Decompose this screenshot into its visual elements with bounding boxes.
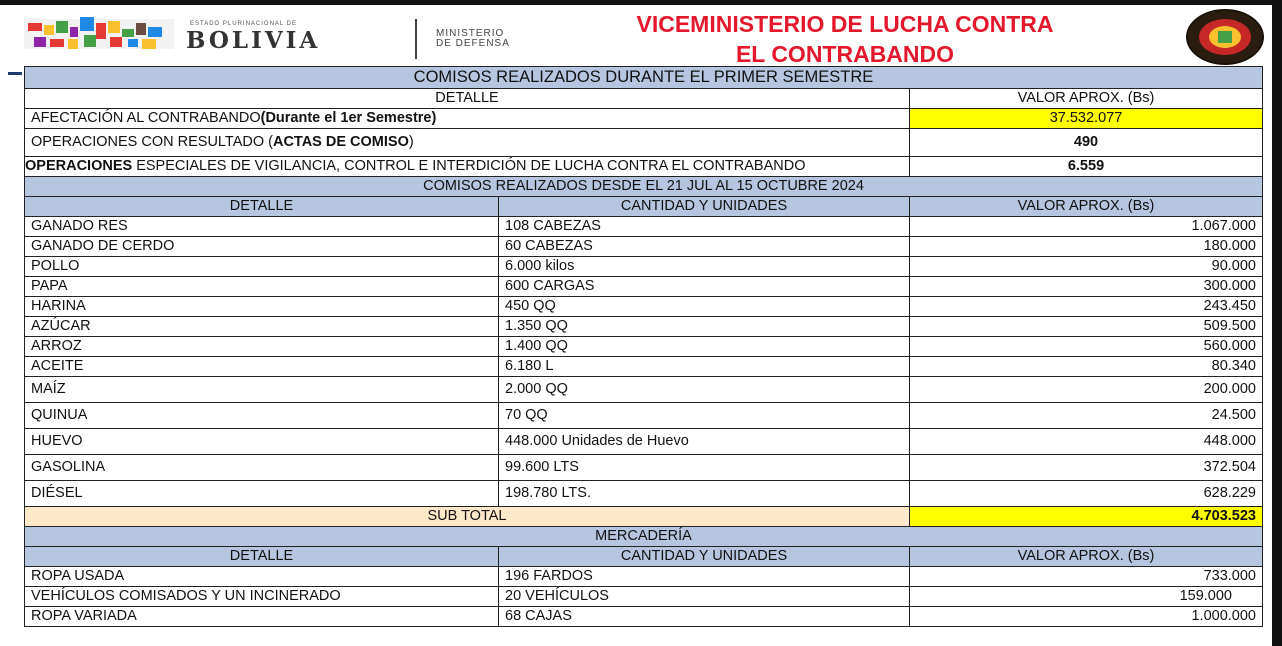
table-row [25, 429, 1263, 455]
row-value: 490 [910, 129, 1263, 157]
item-cell: ROPA VARIADA [25, 607, 499, 627]
table-row [25, 237, 1263, 257]
table-row [25, 277, 1263, 297]
table-row [25, 129, 1263, 157]
table-row [25, 377, 1263, 403]
table-row [25, 567, 1263, 587]
seizures-table [24, 66, 1263, 627]
title-line-1: VICEMINISTERIO DE LUCHA CONTRA [636, 11, 1054, 37]
table-header-row [25, 89, 1263, 109]
state-line: ESTADO PLURINACIONAL DE [190, 21, 298, 27]
value-cell: 200.000 [910, 377, 1263, 403]
period-title: COMISOS REALIZADOS DESDE EL 21 JUL AL 15 OCTUBRE 2024 [25, 177, 1263, 197]
title-line-2: EL CONTRABANDO [735, 41, 955, 67]
col-detail-header: DETALLE [25, 89, 910, 109]
qty-cell: 196 FARDOS [499, 567, 910, 587]
value-cell: 180.000 [910, 237, 1263, 257]
item-cell: ROPA USADA [25, 567, 499, 587]
col-detail-header: DETALLE [25, 547, 499, 567]
qty-cell: 2.000 QQ [499, 377, 910, 403]
table-row [25, 157, 1263, 177]
document-header [0, 5, 1272, 65]
value-cell: 509.500 [910, 317, 1263, 337]
subtotal-label: SUB TOTAL [25, 507, 910, 527]
item-cell: DIÉSEL [25, 481, 499, 507]
bolivia-flag-logo [24, 9, 174, 61]
col-qty-header: CANTIDAD Y UNIDADES [499, 547, 910, 567]
value-cell: 1.067.000 [910, 217, 1263, 237]
value-cell: 90.000 [910, 257, 1263, 277]
table-row [25, 297, 1263, 317]
col-detail-header: DETALLE [25, 197, 499, 217]
item-cell: VEHÍCULOS COMISADOS Y UN INCINERADO [25, 587, 499, 607]
qty-cell: 600 CARGAS [499, 277, 910, 297]
item-cell: ACEITE [25, 357, 499, 377]
value-cell: 448.000 [910, 429, 1263, 455]
qty-cell: 99.600 LTS [499, 455, 910, 481]
subtotal-row [25, 507, 1263, 527]
qty-cell: 1.350 QQ [499, 317, 910, 337]
qty-cell: 6.180 L [499, 357, 910, 377]
item-cell: HARINA [25, 297, 499, 317]
section-title-row [25, 67, 1263, 89]
table-row [25, 337, 1263, 357]
value-cell: 300.000 [910, 277, 1263, 297]
qty-cell: 1.400 QQ [499, 337, 910, 357]
col-qty-header: CANTIDAD Y UNIDADES [499, 197, 910, 217]
item-cell: GANADO DE CERDO [25, 237, 499, 257]
table-header-row [25, 547, 1263, 567]
qty-cell: 70 QQ [499, 403, 910, 429]
col-value-header: VALOR APROX. (Bs) [910, 197, 1263, 217]
row-label: OPERACIONES CON RESULTADO (ACTAS DE COMISO) [25, 129, 910, 157]
qty-cell: 68 CAJAS [499, 607, 910, 627]
subtotal-value: 4.703.523 [910, 507, 1263, 527]
table-row [25, 481, 1263, 507]
col-value-header: VALOR APROX. (Bs) [910, 547, 1263, 567]
header-divider [415, 19, 417, 59]
item-cell: GASOLINA [25, 455, 499, 481]
table-row [25, 109, 1263, 129]
value-cell: 243.450 [910, 297, 1263, 317]
item-cell: HUEVO [25, 429, 499, 455]
table-row [25, 317, 1263, 337]
row-value: 37.532.077 [910, 109, 1263, 129]
value-cell: 560.000 [910, 337, 1263, 357]
section-title-row [25, 177, 1263, 197]
item-cell: QUINUA [25, 403, 499, 429]
row-value: 6.559 [910, 157, 1263, 177]
value-cell: 24.500 [910, 403, 1263, 429]
qty-cell: 60 CABEZAS [499, 237, 910, 257]
section-title-row [25, 527, 1263, 547]
table-row [25, 357, 1263, 377]
value-cell: 628.229 [910, 481, 1263, 507]
semester-title: COMISOS REALIZADOS DURANTE EL PRIMER SEMESTRE [25, 67, 1263, 89]
value-cell: 372.504 [910, 455, 1263, 481]
qty-cell: 6.000 kilos [499, 257, 910, 277]
qty-cell: 20 VEHÍCULOS [499, 587, 910, 607]
item-cell: AZÚCAR [25, 317, 499, 337]
table-row [25, 607, 1263, 627]
table-row [25, 455, 1263, 481]
table-row [25, 257, 1263, 277]
col-value-header: VALOR APROX. (Bs) [910, 89, 1263, 109]
qty-cell: 108 CABEZAS [499, 217, 910, 237]
table-row [25, 217, 1263, 237]
vice-ministry-seal-icon [1186, 9, 1264, 65]
left-accent-mark [8, 72, 22, 75]
row-label: AFECTACIÓN AL CONTRABANDO(Durante el 1er Semestre) [25, 109, 910, 129]
qty-cell: 450 QQ [499, 297, 910, 317]
item-cell: POLLO [25, 257, 499, 277]
row-label: OPERACIONES ESPECIALES DE VIGILANCIA, CONTROL E INTERDICIÓN DE LUCHA CONTRA EL CONTRABANDO [25, 157, 910, 177]
item-cell: ARROZ [25, 337, 499, 357]
table-row [25, 587, 1263, 607]
country-name: BOLIVIA [186, 27, 321, 54]
document-title [600, 9, 1090, 69]
value-cell: 80.340 [910, 357, 1263, 377]
value-cell: 159.000 [910, 587, 1263, 607]
qty-cell: 198.780 LTS. [499, 481, 910, 507]
value-cell: 733.000 [910, 567, 1263, 587]
table-header-row [25, 197, 1263, 217]
table-row [25, 403, 1263, 429]
value-cell: 1.000.000 [910, 607, 1263, 627]
right-border [1272, 0, 1282, 646]
qty-cell: 448.000 Unidades de Huevo [499, 429, 910, 455]
item-cell: PAPA [25, 277, 499, 297]
merchandise-title: MERCADERÍA [25, 527, 1263, 547]
ministry-name: MINISTERIO DE DEFENSA [436, 28, 510, 49]
item-cell: GANADO RES [25, 217, 499, 237]
item-cell: MAÍZ [25, 377, 499, 403]
